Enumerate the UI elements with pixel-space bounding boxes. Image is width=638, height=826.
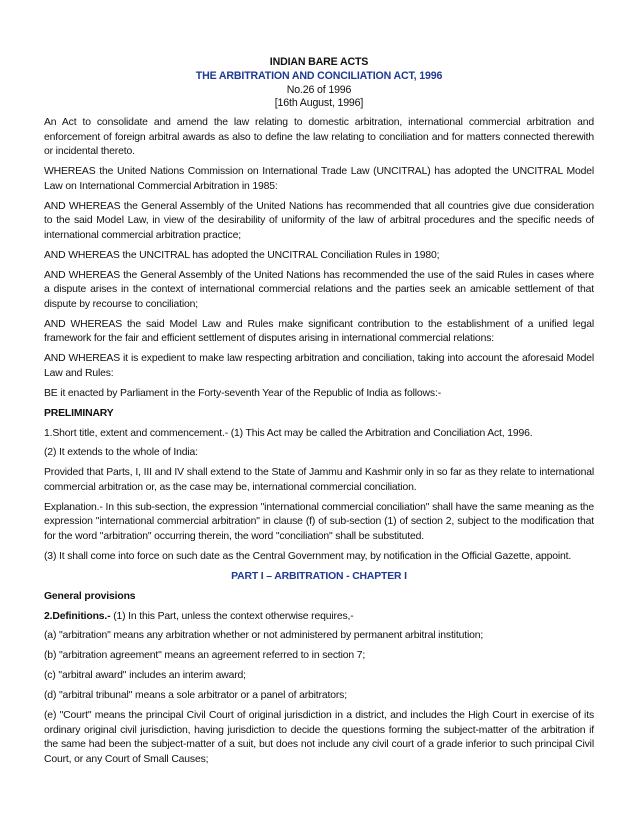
part-1-heading: PART I – ARBITRATION - CHAPTER I xyxy=(231,570,407,582)
definitions-intro-paragraph xyxy=(44,610,594,625)
whereas-paragraph: AND WHEREAS the UNCITRAL has adopted the UNCITRAL Conciliation Rules in 1980; xyxy=(44,249,440,261)
whereas-paragraph: AND WHEREAS the General Assembly of the United Nations has recommended the use of the said Rules in cases where a dispute arises in the context of international commercial relations and the parties seek an amicable settlement of that dispute by recourse to conciliation; xyxy=(44,269,594,310)
explanation-paragraph: Explanation.- In this sub-section, the expression "international commercial conciliation" shall have the same meaning as the expression "international commercial arbitration" in clause (f) of sub-section (1) of section 2, subject to the modification that for the word "arbitration" occurring therein, the word "conciliation" shall be substituted. xyxy=(44,501,594,542)
preamble-paragraph: An Act to consolidate and amend the law relating to domestic arbitration, international commercial arbitration and enforcement of foreign arbitral awards as also to define the law relating to conciliation and for matters connected therewith or incidental thereto. xyxy=(44,117,594,158)
header-series-title: INDIAN BARE ACTS xyxy=(269,56,369,68)
document-header xyxy=(44,56,594,111)
whereas-paragraph: AND WHEREAS the General Assembly of the United Nations has recommended that all countries give due consideration to the said Model Law, in view of the desirability of uniformity of the law of arbitral procedures and the specific needs of international commercial arbitration practice; xyxy=(44,200,594,241)
definition-b: (b) "arbitration agreement" means an agreement referred to in section 7; xyxy=(44,650,366,662)
header-act-title: THE ARBITRATION AND CONCILIATION ACT, 1996 xyxy=(195,69,443,82)
section-1-3-paragraph: (3) It shall come into force on such date as the Central Government may, by notification in the Official Gazette, appoint. xyxy=(44,550,572,562)
enactment-paragraph: BE it enacted by Parliament in the Forty-seventh Year of the Republic of India as follows:- xyxy=(44,387,442,399)
definition-d: (d) "arbitral tribunal" means a sole arbitrator or a panel of arbitrators; xyxy=(44,690,347,702)
definition-e: (e) "Court" means the principal Civil Court of original jurisdiction in a district, and includes the High Court in exercise of its ordinary original civil jurisdiction, having jurisdiction to decide the questions forming the subject-matter of the arbitration if the same had been the subject-matter of a suit, but does not include any civil court of a grade inferior to such principal Civil Court, or any Court of Small Causes; xyxy=(44,710,594,765)
section-1-2-paragraph: (2) It extends to the whole of India: xyxy=(44,447,198,459)
definition-c: (c) "arbitral award" includes an interim award; xyxy=(44,670,246,682)
whereas-paragraph: AND WHEREAS it is expedient to make law respecting arbitration and conciliation, taking into account the aforesaid Model Law and Rules: xyxy=(44,353,594,379)
whereas-paragraph: WHEREAS the United Nations Commission on International Trade Law (UNCITRAL) has adopted the UNCITRAL Model Law on International Commercial Arbitration in 1985: xyxy=(44,166,594,192)
general-provisions-heading: General provisions xyxy=(44,590,136,602)
definitions-title: 2.Definitions.- xyxy=(44,610,111,622)
header-act-date: [16th August, 1996] xyxy=(274,97,364,110)
whereas-paragraph: AND WHEREAS the said Model Law and Rules make significant contribution to the establishment of a unified legal framework for the fair and efficient settlement of disputes arising in international commercial relations: xyxy=(44,318,594,345)
header-act-number: No.26 of 1996 xyxy=(286,83,352,96)
section-1-paragraph: 1.Short title, extent and commencement.- (1) This Act may be called the Arbitration and Conciliation Act, 1996. xyxy=(44,427,533,439)
proviso-paragraph: Provided that Parts, I, III and IV shall extend to the State of Jammu and Kashmir only in so far as they relate to international commercial arbitration or, as the case may be, international commercial conciliation. xyxy=(44,467,594,493)
definitions-intro-text: (1) In this Part, unless the context otherwise requires,- xyxy=(110,610,354,622)
preliminary-heading: PRELIMINARY xyxy=(44,407,114,419)
definition-a: (a) "arbitration" means any arbitration whether or not administered by permanent arbitral institution; xyxy=(44,630,484,642)
